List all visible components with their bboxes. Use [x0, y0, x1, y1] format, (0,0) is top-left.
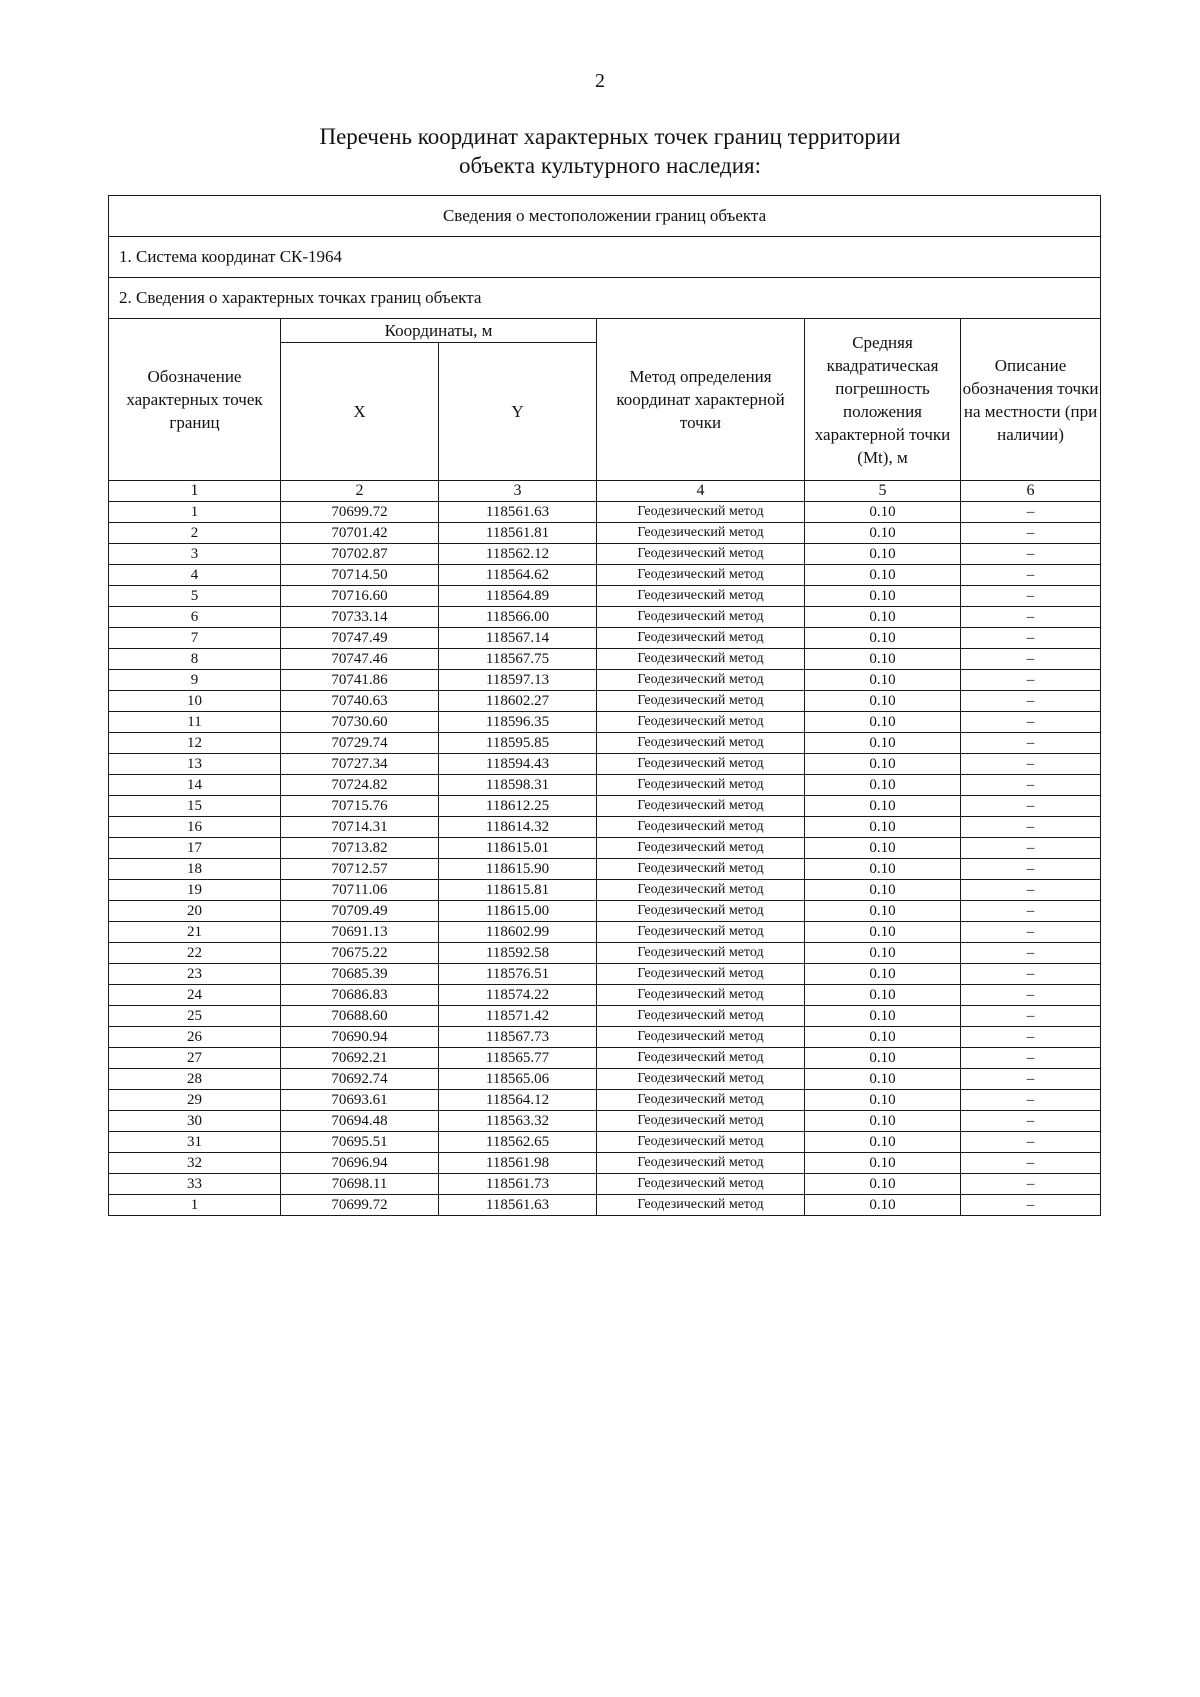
header-coords-group: Координаты, м	[281, 319, 597, 343]
error-cell: 0.10	[805, 985, 961, 1006]
description-cell: –	[961, 523, 1101, 544]
table-row	[109, 1006, 1101, 1027]
error-cell: 0.10	[805, 754, 961, 775]
point-number-cell: 26	[109, 1027, 281, 1048]
table-row	[109, 880, 1101, 901]
description-cell: –	[961, 586, 1101, 607]
method-cell: Геодезический метод	[597, 565, 805, 586]
x-coordinate-cell: 70696.94	[281, 1153, 439, 1174]
x-coordinate-cell: 70693.61	[281, 1090, 439, 1111]
method-cell: Геодезический метод	[597, 733, 805, 754]
error-cell: 0.10	[805, 502, 961, 523]
y-coordinate-cell: 118597.13	[439, 670, 597, 691]
method-cell: Геодезический метод	[597, 1006, 805, 1027]
description-cell: –	[961, 775, 1101, 796]
x-coordinate-cell: 70688.60	[281, 1006, 439, 1027]
table-row	[109, 817, 1101, 838]
y-coordinate-cell: 118566.00	[439, 607, 597, 628]
point-number-cell: 32	[109, 1153, 281, 1174]
y-coordinate-cell: 118567.75	[439, 649, 597, 670]
description-cell: –	[961, 691, 1101, 712]
error-cell: 0.10	[805, 565, 961, 586]
method-cell: Геодезический метод	[597, 586, 805, 607]
description-cell: –	[961, 1195, 1101, 1216]
y-coordinate-cell: 118567.14	[439, 628, 597, 649]
table-row	[109, 1195, 1101, 1216]
error-cell: 0.10	[805, 649, 961, 670]
x-coordinate-cell: 70747.46	[281, 649, 439, 670]
error-cell: 0.10	[805, 943, 961, 964]
table-row	[109, 649, 1101, 670]
y-coordinate-cell: 118602.99	[439, 922, 597, 943]
x-coordinate-cell: 70686.83	[281, 985, 439, 1006]
y-coordinate-cell: 118562.12	[439, 544, 597, 565]
y-coordinate-cell: 118594.43	[439, 754, 597, 775]
y-coordinate-cell: 118561.81	[439, 523, 597, 544]
table-row	[109, 1153, 1101, 1174]
point-number-cell: 27	[109, 1048, 281, 1069]
method-cell: Геодезический метод	[597, 523, 805, 544]
point-number-cell: 18	[109, 859, 281, 880]
point-number-cell: 4	[109, 565, 281, 586]
error-cell: 0.10	[805, 1048, 961, 1069]
y-coordinate-cell: 118574.22	[439, 985, 597, 1006]
x-coordinate-cell: 70709.49	[281, 901, 439, 922]
method-cell: Геодезический метод	[597, 502, 805, 523]
error-cell: 0.10	[805, 523, 961, 544]
description-cell: –	[961, 754, 1101, 775]
point-number-cell: 9	[109, 670, 281, 691]
point-number-cell: 7	[109, 628, 281, 649]
method-cell: Геодезический метод	[597, 670, 805, 691]
method-cell: Геодезический метод	[597, 607, 805, 628]
error-cell: 0.10	[805, 1153, 961, 1174]
y-coordinate-cell: 118602.27	[439, 691, 597, 712]
error-cell: 0.10	[805, 628, 961, 649]
y-coordinate-cell: 118562.65	[439, 1132, 597, 1153]
section-header: Сведения о местоположении границ объекта	[109, 196, 1101, 237]
method-cell: Геодезический метод	[597, 859, 805, 880]
point-number-cell: 24	[109, 985, 281, 1006]
method-cell: Геодезический метод	[597, 796, 805, 817]
y-coordinate-cell: 118615.00	[439, 901, 597, 922]
error-cell: 0.10	[805, 1090, 961, 1111]
y-coordinate-cell: 118598.31	[439, 775, 597, 796]
x-coordinate-cell: 70713.82	[281, 838, 439, 859]
table-row	[109, 1132, 1101, 1153]
x-coordinate-cell: 70724.82	[281, 775, 439, 796]
table-row	[109, 796, 1101, 817]
x-coordinate-cell: 70699.72	[281, 502, 439, 523]
method-cell: Геодезический метод	[597, 1069, 805, 1090]
point-number-cell: 31	[109, 1132, 281, 1153]
y-coordinate-cell: 118595.85	[439, 733, 597, 754]
point-number-cell: 8	[109, 649, 281, 670]
table-row	[109, 838, 1101, 859]
point-number-cell: 28	[109, 1069, 281, 1090]
method-cell: Геодезический метод	[597, 817, 805, 838]
table-row	[109, 712, 1101, 733]
x-coordinate-cell: 70692.74	[281, 1069, 439, 1090]
point-number-cell: 3	[109, 544, 281, 565]
description-cell: –	[961, 670, 1101, 691]
description-cell: –	[961, 985, 1101, 1006]
method-cell: Геодезический метод	[597, 628, 805, 649]
table-row	[109, 733, 1101, 754]
title-line-2: объекта культурного наследия:	[458, 153, 762, 178]
point-number-cell: 17	[109, 838, 281, 859]
table-row	[109, 586, 1101, 607]
description-cell: –	[961, 1048, 1101, 1069]
y-coordinate-cell: 118561.98	[439, 1153, 597, 1174]
error-cell: 0.10	[805, 544, 961, 565]
error-cell: 0.10	[805, 1174, 961, 1195]
table-row	[109, 1111, 1101, 1132]
x-coordinate-cell: 70702.87	[281, 544, 439, 565]
table-row	[109, 565, 1101, 586]
x-coordinate-cell: 70698.11	[281, 1174, 439, 1195]
method-cell: Геодезический метод	[597, 880, 805, 901]
error-cell: 0.10	[805, 838, 961, 859]
table-row	[109, 544, 1101, 565]
header-description: Описание обозначения точки на местности (при наличии)	[961, 319, 1101, 481]
y-coordinate-cell: 118615.81	[439, 880, 597, 901]
point-number-cell: 22	[109, 943, 281, 964]
x-coordinate-cell: 70733.14	[281, 607, 439, 628]
description-cell: –	[961, 733, 1101, 754]
description-cell: –	[961, 1090, 1101, 1111]
y-coordinate-cell: 118612.25	[439, 796, 597, 817]
method-cell: Геодезический метод	[597, 901, 805, 922]
description-cell: –	[961, 628, 1101, 649]
table-row	[109, 1174, 1101, 1195]
description-cell: –	[961, 1006, 1101, 1027]
y-coordinate-cell: 118561.63	[439, 1195, 597, 1216]
method-cell: Геодезический метод	[597, 1111, 805, 1132]
page-number: 2	[595, 70, 605, 92]
point-number-cell: 30	[109, 1111, 281, 1132]
column-number: 3	[439, 481, 597, 502]
y-coordinate-cell: 118564.62	[439, 565, 597, 586]
point-number-cell: 10	[109, 691, 281, 712]
table-row	[109, 922, 1101, 943]
description-cell: –	[961, 796, 1101, 817]
x-coordinate-cell: 70716.60	[281, 586, 439, 607]
x-coordinate-cell: 70701.42	[281, 523, 439, 544]
description-cell: –	[961, 838, 1101, 859]
table-row	[109, 964, 1101, 985]
point-number-cell: 23	[109, 964, 281, 985]
point-number-cell: 33	[109, 1174, 281, 1195]
point-number-cell: 5	[109, 586, 281, 607]
column-number-row	[109, 481, 1101, 502]
description-cell: –	[961, 1111, 1101, 1132]
table-row	[109, 859, 1101, 880]
y-coordinate-cell: 118614.32	[439, 817, 597, 838]
table-row	[109, 670, 1101, 691]
y-coordinate-cell: 118596.35	[439, 712, 597, 733]
description-cell: –	[961, 1027, 1101, 1048]
column-number: 1	[109, 481, 281, 502]
description-cell: –	[961, 607, 1101, 628]
x-coordinate-cell: 70691.13	[281, 922, 439, 943]
table-row	[109, 1027, 1101, 1048]
column-number: 5	[805, 481, 961, 502]
point-number-cell: 21	[109, 922, 281, 943]
error-cell: 0.10	[805, 859, 961, 880]
error-cell: 0.10	[805, 796, 961, 817]
x-coordinate-cell: 70714.50	[281, 565, 439, 586]
table-row	[109, 523, 1101, 544]
header-error: Средняя квадратическая погрешность положения характерной точки (Mt), м	[805, 319, 961, 481]
description-cell: –	[961, 901, 1101, 922]
method-cell: Геодезический метод	[597, 922, 805, 943]
error-cell: 0.10	[805, 880, 961, 901]
header-x: X	[281, 343, 439, 481]
description-cell: –	[961, 1132, 1101, 1153]
x-coordinate-cell: 70675.22	[281, 943, 439, 964]
point-number-cell: 29	[109, 1090, 281, 1111]
point-number-cell: 19	[109, 880, 281, 901]
description-cell: –	[961, 1069, 1101, 1090]
description-cell: –	[961, 859, 1101, 880]
point-number-cell: 11	[109, 712, 281, 733]
x-coordinate-cell: 70690.94	[281, 1027, 439, 1048]
x-coordinate-cell: 70740.63	[281, 691, 439, 712]
method-cell: Геодезический метод	[597, 649, 805, 670]
points-section-row: 2. Сведения о характерных точках границ объекта	[109, 278, 1101, 319]
description-cell: –	[961, 649, 1101, 670]
x-coordinate-cell: 70685.39	[281, 964, 439, 985]
description-cell: –	[961, 922, 1101, 943]
point-number-cell: 16	[109, 817, 281, 838]
method-cell: Геодезический метод	[597, 1048, 805, 1069]
y-coordinate-cell: 118561.73	[439, 1174, 597, 1195]
error-cell: 0.10	[805, 691, 961, 712]
method-cell: Геодезический метод	[597, 943, 805, 964]
x-coordinate-cell: 70694.48	[281, 1111, 439, 1132]
table-row	[109, 775, 1101, 796]
document-title	[250, 122, 970, 180]
error-cell: 0.10	[805, 1027, 961, 1048]
table-row	[109, 754, 1101, 775]
method-cell: Геодезический метод	[597, 1090, 805, 1111]
point-number-cell: 1	[109, 1195, 281, 1216]
error-cell: 0.10	[805, 1069, 961, 1090]
error-cell: 0.10	[805, 607, 961, 628]
column-number: 4	[597, 481, 805, 502]
title-line-1: Перечень координат характерных точек границ территории	[319, 124, 901, 149]
x-coordinate-cell: 70695.51	[281, 1132, 439, 1153]
column-number: 6	[961, 481, 1101, 502]
error-cell: 0.10	[805, 670, 961, 691]
method-cell: Геодезический метод	[597, 1153, 805, 1174]
x-coordinate-cell: 70711.06	[281, 880, 439, 901]
description-cell: –	[961, 502, 1101, 523]
table-row	[109, 985, 1101, 1006]
method-cell: Геодезический метод	[597, 712, 805, 733]
method-cell: Геодезический метод	[597, 964, 805, 985]
point-number-cell: 2	[109, 523, 281, 544]
error-cell: 0.10	[805, 1006, 961, 1027]
x-coordinate-cell: 70727.34	[281, 754, 439, 775]
error-cell: 0.10	[805, 775, 961, 796]
point-number-cell: 6	[109, 607, 281, 628]
x-coordinate-cell: 70747.49	[281, 628, 439, 649]
description-cell: –	[961, 1174, 1101, 1195]
point-number-cell: 15	[109, 796, 281, 817]
x-coordinate-cell: 70741.86	[281, 670, 439, 691]
error-cell: 0.10	[805, 817, 961, 838]
point-number-cell: 25	[109, 1006, 281, 1027]
description-cell: –	[961, 1153, 1101, 1174]
point-number-cell: 20	[109, 901, 281, 922]
method-cell: Геодезический метод	[597, 1132, 805, 1153]
x-coordinate-cell: 70715.76	[281, 796, 439, 817]
method-cell: Геодезический метод	[597, 775, 805, 796]
method-cell: Геодезический метод	[597, 754, 805, 775]
error-cell: 0.10	[805, 901, 961, 922]
x-coordinate-cell: 70714.31	[281, 817, 439, 838]
point-number-cell: 14	[109, 775, 281, 796]
header-y: Y	[439, 343, 597, 481]
table-row	[109, 607, 1101, 628]
x-coordinate-cell: 70692.21	[281, 1048, 439, 1069]
method-cell: Геодезический метод	[597, 1195, 805, 1216]
method-cell: Геодезический метод	[597, 1027, 805, 1048]
y-coordinate-cell: 118576.51	[439, 964, 597, 985]
description-cell: –	[961, 544, 1101, 565]
description-cell: –	[961, 880, 1101, 901]
description-cell: –	[961, 712, 1101, 733]
x-coordinate-cell: 70729.74	[281, 733, 439, 754]
header-method: Метод определения координат характерной точки	[597, 319, 805, 481]
error-cell: 0.10	[805, 1195, 961, 1216]
error-cell: 0.10	[805, 922, 961, 943]
point-number-cell: 1	[109, 502, 281, 523]
y-coordinate-cell: 118564.89	[439, 586, 597, 607]
table-row	[109, 1069, 1101, 1090]
y-coordinate-cell: 118564.12	[439, 1090, 597, 1111]
error-cell: 0.10	[805, 964, 961, 985]
point-number-cell: 13	[109, 754, 281, 775]
error-cell: 0.10	[805, 1111, 961, 1132]
y-coordinate-cell: 118615.90	[439, 859, 597, 880]
table-row	[109, 943, 1101, 964]
description-cell: –	[961, 964, 1101, 985]
header-designation: Обозначение характерных точек границ	[109, 319, 281, 481]
description-cell: –	[961, 817, 1101, 838]
method-cell: Геодезический метод	[597, 544, 805, 565]
x-coordinate-cell: 70699.72	[281, 1195, 439, 1216]
y-coordinate-cell: 118615.01	[439, 838, 597, 859]
table-row	[109, 628, 1101, 649]
method-cell: Геодезический метод	[597, 1174, 805, 1195]
x-coordinate-cell: 70712.57	[281, 859, 439, 880]
error-cell: 0.10	[805, 586, 961, 607]
y-coordinate-cell: 118592.58	[439, 943, 597, 964]
point-number-cell: 12	[109, 733, 281, 754]
description-cell: –	[961, 943, 1101, 964]
description-cell: –	[961, 565, 1101, 586]
method-cell: Геодезический метод	[597, 985, 805, 1006]
table-row	[109, 502, 1101, 523]
y-coordinate-cell: 118567.73	[439, 1027, 597, 1048]
error-cell: 0.10	[805, 733, 961, 754]
error-cell: 0.10	[805, 1132, 961, 1153]
table-row	[109, 1090, 1101, 1111]
coord-system-row: 1. Система координат СК-1964	[109, 237, 1101, 278]
x-coordinate-cell: 70730.60	[281, 712, 439, 733]
y-coordinate-cell: 118563.32	[439, 1111, 597, 1132]
y-coordinate-cell: 118561.63	[439, 502, 597, 523]
method-cell: Геодезический метод	[597, 691, 805, 712]
coordinates-table	[108, 195, 1101, 1216]
error-cell: 0.10	[805, 712, 961, 733]
column-number: 2	[281, 481, 439, 502]
y-coordinate-cell: 118565.77	[439, 1048, 597, 1069]
method-cell: Геодезический метод	[597, 838, 805, 859]
table-row	[109, 901, 1101, 922]
y-coordinate-cell: 118565.06	[439, 1069, 597, 1090]
table-row	[109, 1048, 1101, 1069]
y-coordinate-cell: 118571.42	[439, 1006, 597, 1027]
table-row	[109, 691, 1101, 712]
